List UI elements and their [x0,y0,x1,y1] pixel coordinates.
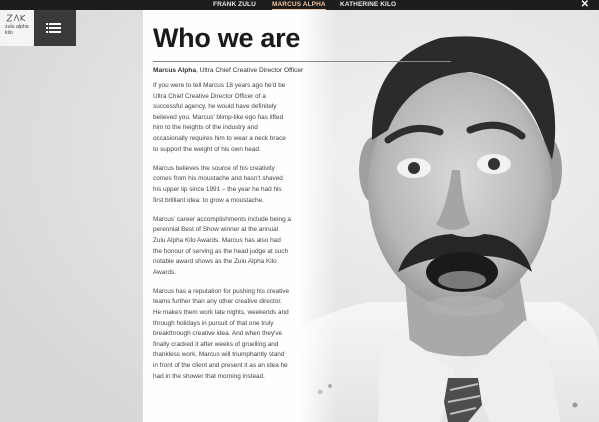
hamburger-icon [49,23,61,25]
zak-logo-icon [6,13,26,23]
hamburger-icon-line [49,31,61,33]
bio-paragraph: Marcus has a reputation for pushing his creative teams further than any other creative director. He makes them work late nights, weekends and through holidays in pursuit of that one truly breakthrough creative idea. And when they've finally cracked it after weeks of gruelling and thankless work, Marcus will triumphantly stand in front of the client and present it as an idea he had in the shower that morning instead. [153,287,290,380]
bio-panel [143,10,338,422]
page-title: Who we are [153,23,301,53]
top-navigation-bar [0,0,599,10]
bio-paragraph: Marcus' career accomplishments include being a perennial Best of Show winner at the annual Zulu Alpha Kilo Awards. Marcus has also had the honour of serving as the head judge at such notable award shows as the Zulu Alpha Kilo Awards. [153,215,291,276]
person-nav [0,0,599,10]
bio-paragraph: If you were to tell Marcus 18 years ago he'd be Ultra Chief Creative Director Officer of a successful agency, he would have definitely believed you. Marcus' blimp-like ego has lifted him to the heights of the industry and occasionally requires him to wear a neck brace to support the weight of his own head. [153,82,286,153]
nav-item-katherine-kilo[interactable]: KATHERINE KILO [340,1,397,8]
nav-item-marcus-alpha[interactable]: MARCUS ALPHA [272,1,326,8]
logo[interactable] [0,10,34,46]
logo-text: zulu alpha kilo [5,24,29,36]
byline [153,67,303,74]
bio-paragraph: Marcus believes the source of his creativity comes from his moustache and hasn't shaved his upper lip since 1991 – the year he had his first brilliant idea: to grow a moustache. [153,164,283,204]
bio-text [153,81,291,391]
title-divider [153,61,451,62]
nav-item-frank-zulu[interactable]: FRANK ZULU [213,1,256,8]
menu-button[interactable] [34,10,76,46]
hamburger-icon-line [49,27,61,29]
close-icon[interactable]: ✕ [580,0,589,10]
byline-role: , Ultra Chief Creative Director Officer [196,67,304,74]
byline-name: Marcus Alpha [153,67,196,74]
